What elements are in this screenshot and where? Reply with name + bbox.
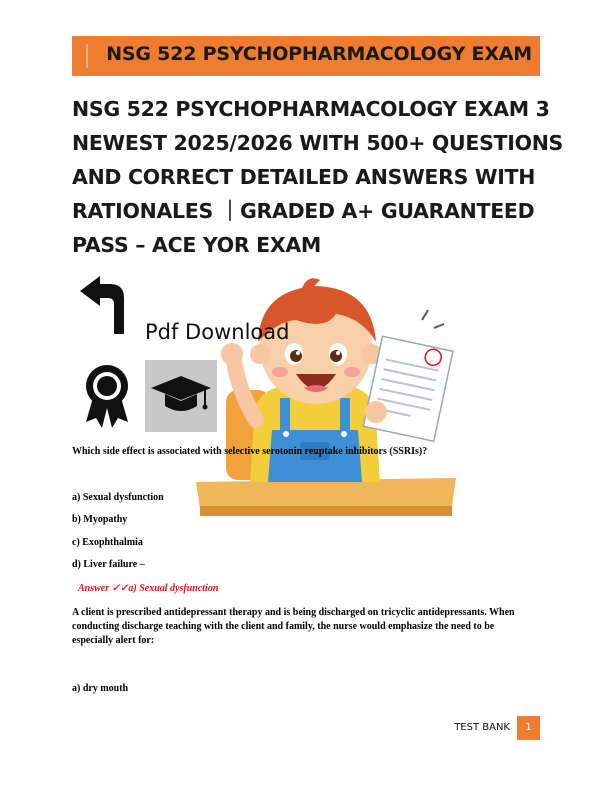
title-line: PASS – ACE YOR EXAM	[72, 233, 322, 257]
answer-option: a) dry mouth	[72, 683, 129, 694]
question-text: Which side effect is associated with selective serotonin reuptake inhibitors (SSRIs)?	[72, 446, 428, 457]
document-title	[72, 92, 564, 262]
student-illustration	[176, 270, 476, 520]
header-banner	[72, 36, 540, 76]
answer-option: c) Exophthalmia	[72, 537, 143, 548]
title-line: NEWEST 2025/2026 WITH 500+ QUESTIONS	[72, 131, 564, 155]
answer-option: a) Sexual dysfunction	[72, 492, 164, 503]
answer-option: d) Liver failure –	[72, 559, 145, 570]
title-line: RATIONALES ｜GRADED A+ GUARANTEED	[72, 199, 535, 223]
footer-label: TEST BANK	[454, 722, 510, 733]
banner-accent-stripe	[86, 44, 88, 68]
award-ribbon-icon	[84, 364, 130, 430]
title-line: AND CORRECT DETAILED ANSWERS WITH	[72, 165, 536, 189]
banner-title: NSG 522 PSYCHOPHARMACOLOGY EXAM	[106, 43, 532, 65]
back-arrow-icon	[78, 276, 134, 336]
answer-option: b) Myopathy	[72, 514, 128, 525]
correct-answer: Answer ✓✓a) Sexual dysfunction	[78, 583, 219, 594]
page-number-badge: 1	[517, 716, 540, 740]
title-line: NSG 522 PSYCHOPHARMACOLOGY EXAM 3	[72, 97, 550, 121]
question-text: A client is prescribed antidepressant therapy and is being discharged on tricyclic antidepressants. When conducting discharge teaching with the client and family, the nurse would emphasize the need to be especially alert for:	[72, 607, 515, 646]
pdf-download-label: Pdf Download	[145, 320, 290, 344]
